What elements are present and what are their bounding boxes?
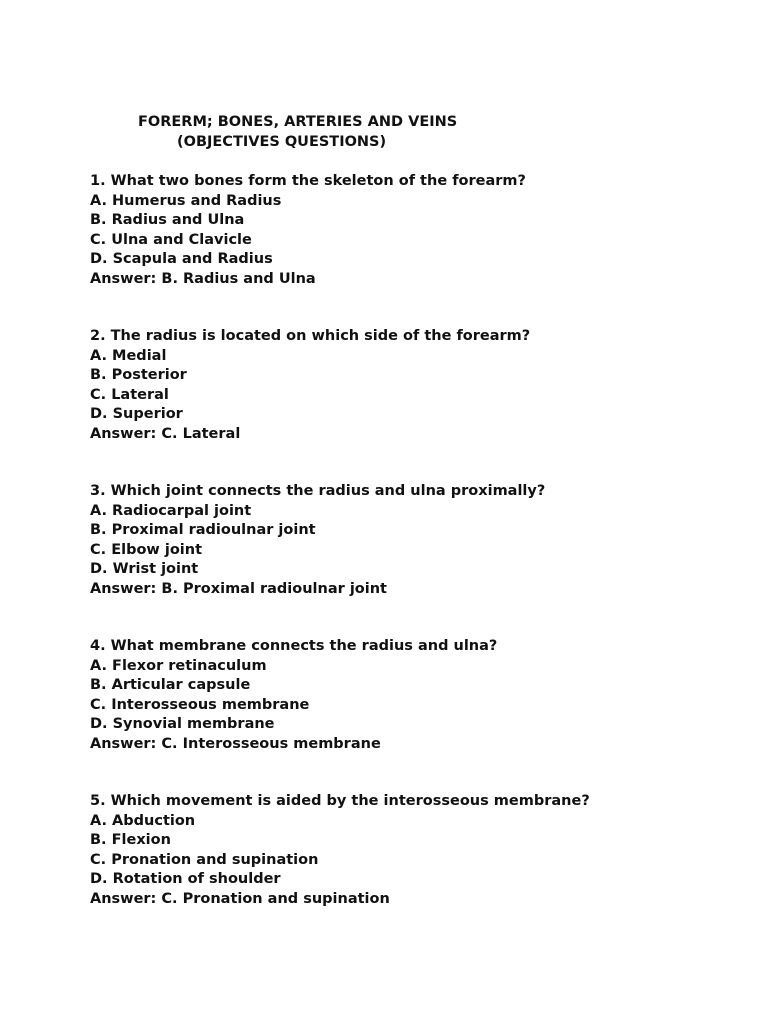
option-a: A. Abduction bbox=[90, 812, 196, 829]
option-b: B. Articular capsule bbox=[90, 677, 251, 693]
question-block-2 bbox=[90, 327, 750, 444]
option-b: B. Radius and Ulna bbox=[90, 212, 245, 228]
question-block-3 bbox=[90, 482, 750, 599]
document-subtitle: (OBJECTIVES QUESTIONS) bbox=[177, 134, 387, 150]
question-text: 5. Which movement is aided by the interosseous membrane? bbox=[90, 793, 590, 809]
question-text: 4. What membrane connects the radius and ulna? bbox=[90, 638, 498, 654]
option-a: A. Flexor retinaculum bbox=[90, 657, 267, 674]
question-block-1 bbox=[90, 172, 750, 289]
option-d: D. Superior bbox=[90, 406, 183, 422]
answer-text: Answer: C. Pronation and supination bbox=[90, 890, 390, 907]
option-c: C. Elbow joint bbox=[90, 541, 203, 558]
option-c: C. Lateral bbox=[90, 386, 169, 403]
answer-text: Answer: C. Lateral bbox=[90, 425, 241, 442]
option-c: C. Pronation and supination bbox=[90, 851, 319, 868]
question-block-5 bbox=[90, 792, 750, 909]
answer-text: Answer: B. Radius and Ulna bbox=[90, 270, 316, 287]
option-a: A. Medial bbox=[90, 347, 167, 364]
option-b: B. Flexion bbox=[90, 832, 171, 848]
option-a: A. Humerus and Radius bbox=[90, 192, 282, 209]
question-text: 3. Which joint connects the radius and ulna proximally? bbox=[90, 483, 546, 499]
option-c: C. Interosseous membrane bbox=[90, 696, 310, 713]
question-text: 1. What two bones form the skeleton of the forearm? bbox=[90, 173, 526, 189]
option-c: C. Ulna and Clavicle bbox=[90, 231, 252, 248]
question-block-4 bbox=[90, 637, 750, 754]
answer-text: Answer: C. Interosseous membrane bbox=[90, 735, 381, 752]
option-b: B. Proximal radioulnar joint bbox=[90, 522, 316, 538]
option-b: B. Posterior bbox=[90, 367, 187, 383]
option-d: D. Scapula and Radius bbox=[90, 251, 273, 267]
option-d: D. Synovial membrane bbox=[90, 716, 275, 732]
document-title: FORERM; BONES, ARTERIES AND VEINS bbox=[138, 114, 458, 130]
answer-text: Answer: B. Proximal radioulnar joint bbox=[90, 580, 387, 597]
option-a: A. Radiocarpal joint bbox=[90, 502, 252, 519]
question-text: 2. The radius is located on which side of the forearm? bbox=[90, 328, 531, 344]
option-d: D. Rotation of shoulder bbox=[90, 871, 281, 887]
option-d: D. Wrist joint bbox=[90, 561, 199, 577]
